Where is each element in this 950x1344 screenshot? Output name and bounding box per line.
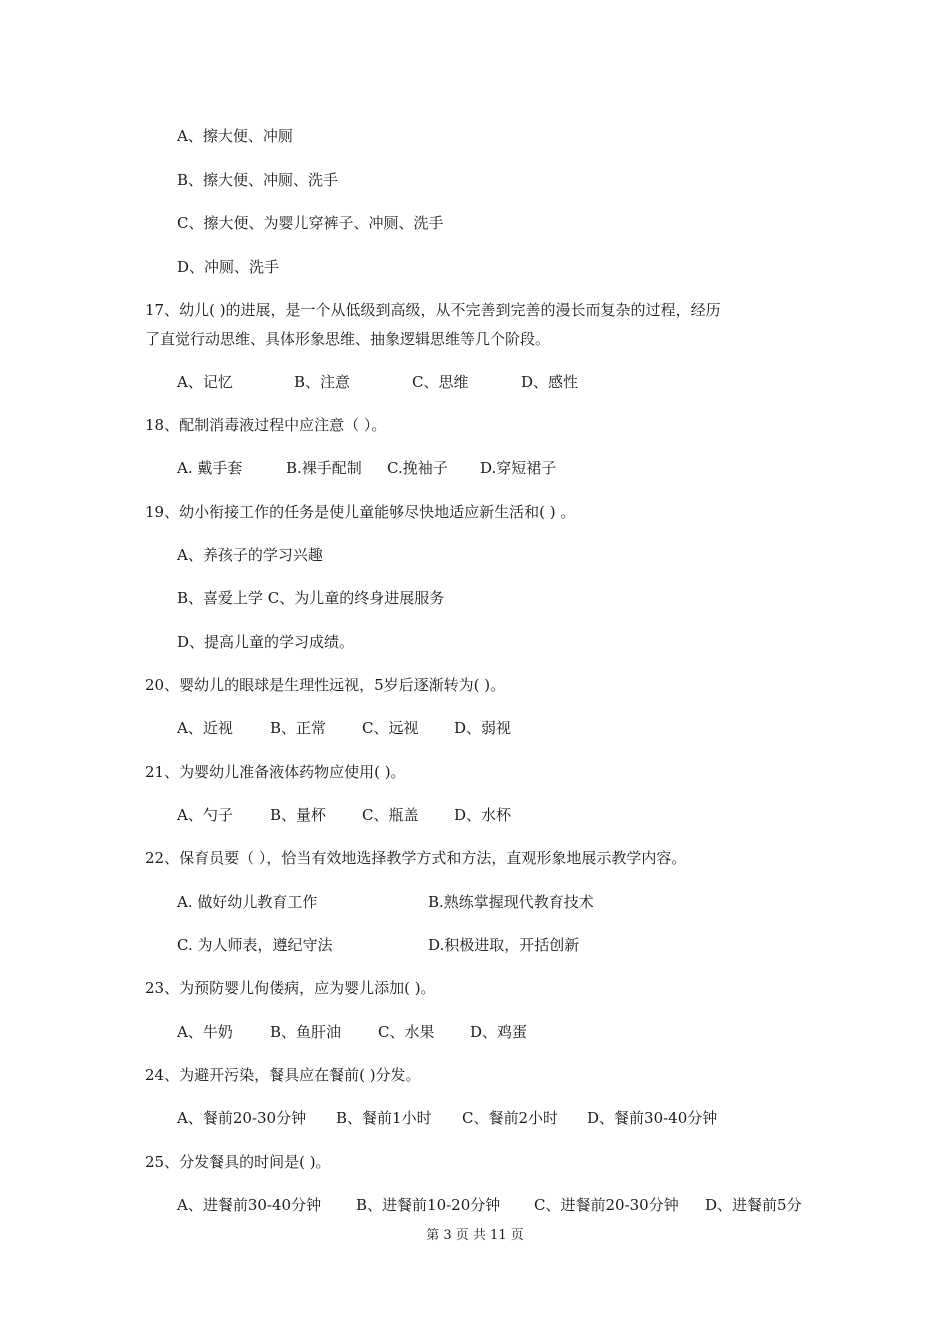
q22-stem: 22、保育员要（ ），恰当有效地选择教学方式和方法，直观形象地展示教学内容。: [145, 849, 687, 867]
q24-option-a: A、餐前20-30分钟: [177, 1109, 307, 1127]
q19-option-a: A、养孩子的学习兴趣: [177, 546, 323, 564]
q17-stem-line2: 了直觉行动思维、具体形象思维、抽象逻辑思维等几个阶段。: [145, 330, 551, 348]
q25-option-b: B、进餐前10-20分钟: [356, 1196, 501, 1214]
q25-stem: 25、分发餐具的时间是( )。: [145, 1153, 331, 1171]
q24-option-d: D、餐前30-40分钟: [587, 1109, 718, 1127]
q22-option-d: D.积极进取，开括创新: [428, 936, 580, 954]
q20-option-c: C、远视: [362, 719, 419, 737]
q24-option-c: C、餐前2小时: [462, 1109, 559, 1127]
q25-option-a: A、进餐前30-40分钟: [177, 1196, 322, 1214]
q24-option-b: B、餐前1小时: [336, 1109, 432, 1127]
q20-stem: 20、婴幼儿的眼球是生理性远视，5岁后逐渐转为( )。: [145, 676, 506, 694]
q18-option-a: A. 戴手套: [177, 459, 243, 477]
q22-option-b: B.熟练掌握现代教育技术: [428, 893, 594, 911]
q17-option-a: A、记忆: [177, 373, 233, 391]
q20-option-d: D、弱视: [454, 719, 512, 737]
q17-option-b: B、注意: [294, 373, 351, 391]
q18-option-c: C.挽袖子: [387, 459, 448, 477]
q18-stem: 18、配制消毒液过程中应注意（ ）。: [145, 416, 387, 434]
q21-stem: 21、为婴幼儿准备液体药物应使用( )。: [145, 763, 406, 781]
q21-option-c: C、瓶盖: [362, 806, 419, 824]
q23-option-c: C、水果: [378, 1023, 435, 1041]
q25-option-c: C、进餐前20-30分钟: [534, 1196, 679, 1214]
q23-option-d: D、鸡蛋: [470, 1023, 528, 1041]
q19-stem: 19、幼小衔接工作的任务是使儿童能够尽快地适应新生活和( ) 。: [145, 503, 576, 521]
q23-stem: 23、为预防婴儿佝偻病，应为婴儿添加( )。: [145, 979, 436, 997]
q21-option-d: D、水杯: [454, 806, 512, 824]
q16-option-c: C、擦大便、为婴儿穿裤子、冲厕、洗手: [177, 214, 444, 232]
q22-option-c: C. 为人师表，遵纪守法: [177, 936, 333, 954]
q17-stem-line1: 17、幼儿( )的进展，是一个从低级到高级，从不完善到完善的漫长而复杂的过程，经历: [145, 301, 721, 319]
q16-option-d: D、冲厕、洗手: [177, 258, 280, 276]
q18-option-b: B.裸手配制: [286, 459, 362, 477]
q20-option-b: B、正常: [270, 719, 327, 737]
q21-option-b: B、量杯: [270, 806, 327, 824]
q19-option-bc: B、喜爱上学 C、为儿童的终身进展服务: [177, 589, 445, 607]
q22-option-a: A. 做好幼儿教育工作: [177, 893, 318, 911]
q17-option-d: D、感性: [521, 373, 579, 391]
q23-option-b: B、鱼肝油: [270, 1023, 342, 1041]
q19-option-d: D、提高儿童的学习成绩。: [177, 633, 355, 651]
q17-option-c: C、思维: [412, 373, 469, 391]
q21-option-a: A、勺子: [177, 806, 233, 824]
page-number-footer: 第 3 页 共 11 页: [426, 1228, 524, 1243]
q23-option-a: A、牛奶: [177, 1023, 233, 1041]
q20-option-a: A、近视: [177, 719, 233, 737]
q16-option-b: B、擦大便、冲厕、洗手: [177, 171, 339, 189]
q18-option-d: D.穿短裙子: [480, 459, 557, 477]
q16-option-a: A、擦大便、冲厕: [177, 127, 293, 145]
q24-stem: 24、为避开污染，餐具应在餐前( )分发。: [145, 1066, 421, 1084]
q25-option-d: D、进餐前5分: [705, 1196, 802, 1214]
